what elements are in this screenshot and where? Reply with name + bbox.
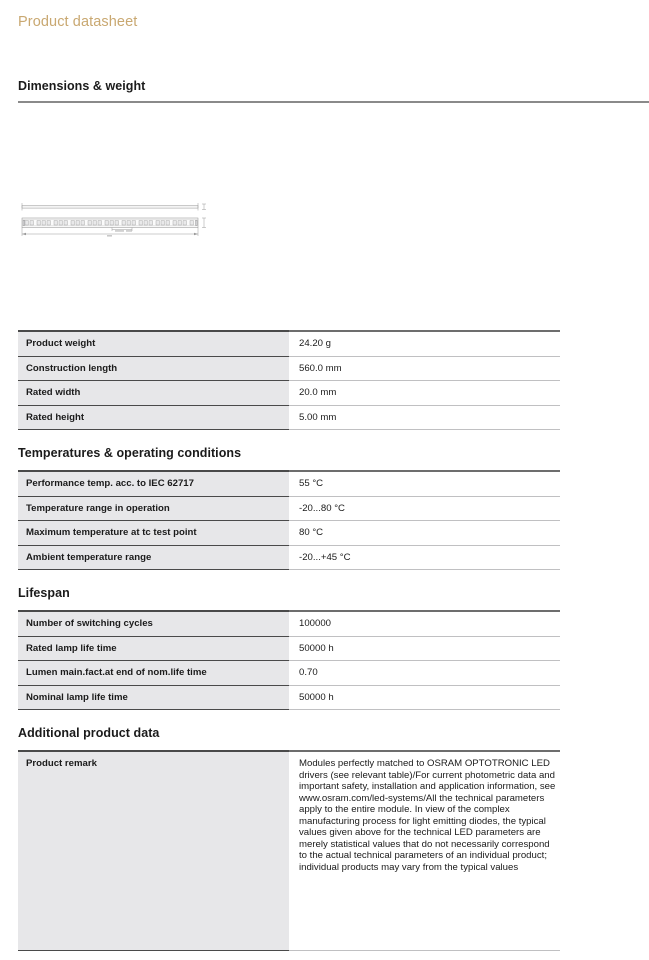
row-label: Maximum temperature at tc test point (18, 521, 289, 546)
row-value: 80 °C (289, 521, 560, 546)
table-row (18, 661, 560, 686)
table-additional-product-data (18, 750, 560, 951)
row-label: Performance temp. acc. to IEC 62717 (18, 472, 289, 496)
table-row (18, 405, 560, 430)
row-label: Product remark (18, 752, 289, 951)
row-label: Rated lamp life time (18, 636, 289, 661)
table-dimensions (18, 330, 560, 430)
table-lifespan (18, 610, 560, 710)
row-label: Rated height (18, 405, 289, 430)
row-value-product-remark: Modules perfectly matched to OSRAM OPTOTRONIC LED drivers (see relevant table)/For current photometric data and important safety, installation and application information, see www.osram.com/led-systems/All the technical parameters apply to the entire module. In view of the complex manufacturing process for light emitting diodes, the typical values given above for the technical LED parameters are merely statistical values that do not necessarily correspond to the actual technical parameters of an individual product; individual products may vary from the typical values (289, 752, 560, 951)
table-row (18, 521, 560, 546)
row-value: -20...80 °C (289, 496, 560, 521)
row-value: 50000 h (289, 636, 560, 661)
section-heading-temperatures: Temperatures & operating conditions (18, 446, 242, 460)
table-temperatures (18, 470, 560, 570)
row-label: Construction length (18, 356, 289, 381)
row-label: Ambient temperature range (18, 545, 289, 570)
table-row (18, 381, 560, 406)
table-row (18, 685, 560, 710)
table-row (18, 356, 560, 381)
row-value: 100000 (289, 612, 560, 636)
table-row (18, 496, 560, 521)
section-heading-dimensions: Dimensions & weight (18, 79, 146, 93)
section-heading-lifespan: Lifespan (18, 586, 70, 600)
row-value: 24.20 g (289, 332, 560, 356)
table-row (18, 752, 560, 951)
row-value: 50000 h (289, 685, 560, 710)
table-row (18, 545, 560, 570)
table-row (18, 472, 560, 496)
row-value: 20.0 mm (289, 381, 560, 406)
row-label: Number of switching cycles (18, 612, 289, 636)
row-value: 560.0 mm (289, 356, 560, 381)
section-rule-dimensions (18, 101, 649, 103)
row-label: Product weight (18, 332, 289, 356)
row-label: Lumen main.fact.at end of nom.life time (18, 661, 289, 686)
row-value: -20...+45 °C (289, 545, 560, 570)
section-heading-additional: Additional product data (18, 726, 160, 740)
row-label: Temperature range in operation (18, 496, 289, 521)
row-label: Nominal lamp life time (18, 685, 289, 710)
row-value: 0.70 (289, 661, 560, 686)
table-row (18, 612, 560, 636)
table-row (18, 332, 560, 356)
page-title: Product datasheet (18, 14, 138, 30)
row-label: Rated width (18, 381, 289, 406)
row-value: 55 °C (289, 472, 560, 496)
table-row (18, 636, 560, 661)
row-value: 5.00 mm (289, 405, 560, 430)
led-module-technical-drawing (16, 192, 212, 242)
